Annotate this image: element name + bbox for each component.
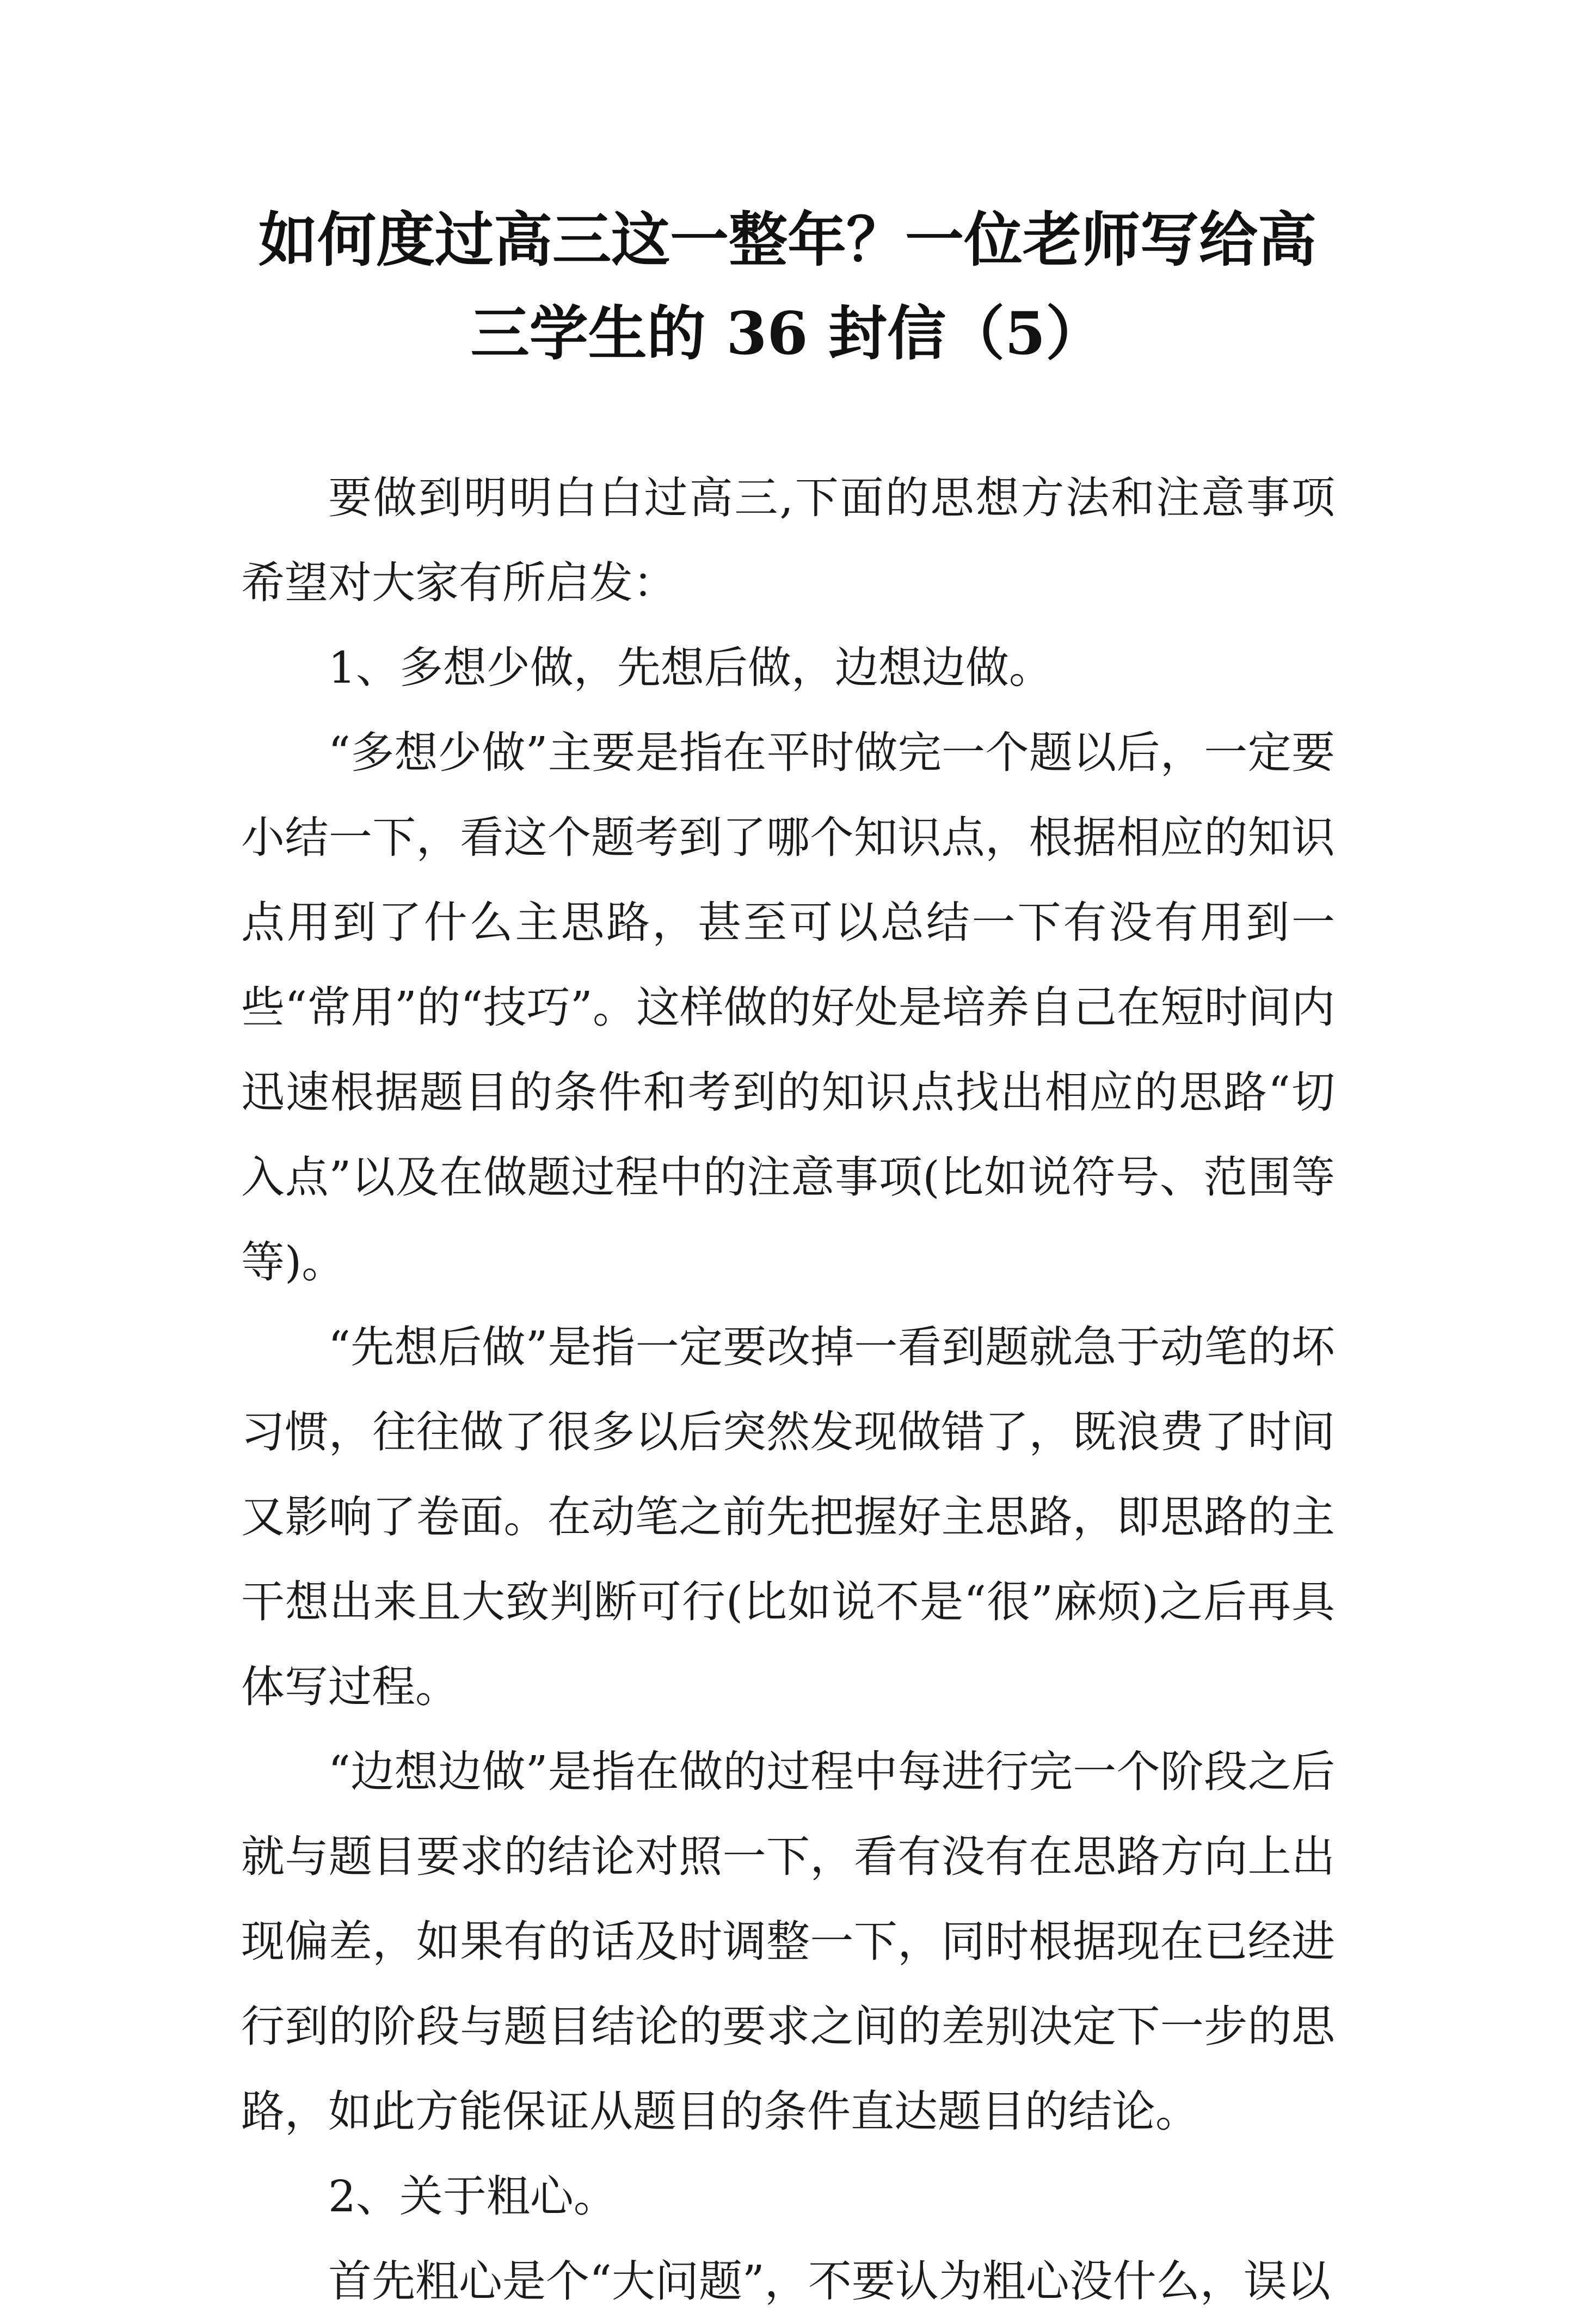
title-line-2: 三学生的 36 封信（5） [470,299,1105,368]
paragraph-think-more: “多想少做”主要是指在平时做完一个题以后，一定要小结一下，看这个题考到了哪个知识点，根据相应的知识点用到了什么主思路，甚至可以总结一下有没有用到一些“常用”的“技巧”。这样做的好处是培养自己在短时间内迅速根据题目的条件和考到的知识点找出相应的思路“切入点”以及在做题过程中的注意事项(比如说符号、范围等等)。 [241,727,1335,1287]
paragraph-heading-1: 1、多想少做，先想后做，边想边做。 [328,642,1053,693]
paragraph-think-first: “先想后做”是指一定要改掉一看到题就急于动笔的坏习惯，往往做了很多以后突然发现做错了，既浪费了时间又影响了卷面。在动笔之前先把握好主思路，即思路的主干想出来且大致判断可行(比如说不是“很”麻烦)之后再具体写过程。 [241,1322,1335,1712]
title-line-1: 如何度过高三这一整年？一位老师写给高 [258,206,1316,274]
paragraph-think-while-doing: “边想边做”是指在做的过程中每进行完一个阶段之后就与题目要求的结论对照一下，看有没有在思路方向上出现偏差，如果有的话及时调整一下，同时根据现在已经进行到的阶段与题目结论的要求之间的差别决定下一步的思路，如此方能保证从题目的条件直达题目的结论。 [241,1746,1335,2137]
document-title [0,193,1575,381]
paragraph-intro: 要做到明明白白过高三,下面的思想方法和注意事项希望对大家有所启发： [241,473,1335,608]
document-body [241,456,1335,2324]
paragraph-carelessness: 首先粗心是个“大问题”，不要认为粗心没什么，误以 [328,2256,1331,2307]
paragraph-heading-2: 2、关于粗心。 [328,2171,617,2222]
